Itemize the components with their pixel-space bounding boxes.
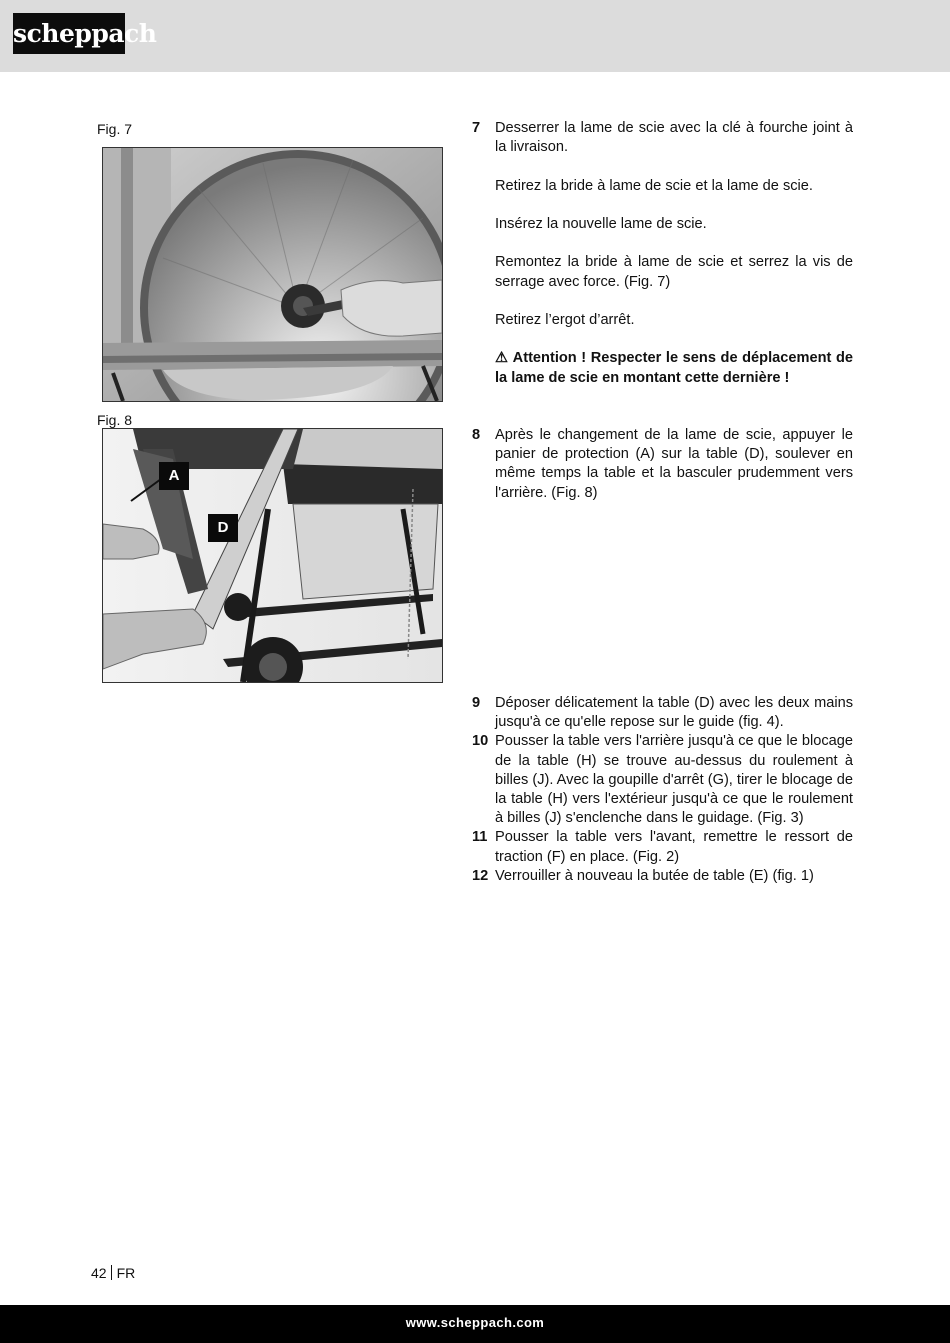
step-12 bbox=[472, 867, 853, 886]
page-number bbox=[91, 1265, 135, 1281]
step-11 bbox=[472, 828, 853, 866]
step-7-paragraph-2: Retirez la bride à lame de scie et la lame de scie. bbox=[495, 177, 813, 194]
step-7-paragraph-5: Retirez l’ergot d’arrêt. bbox=[495, 311, 635, 328]
step-number: 10 bbox=[472, 733, 489, 750]
step-number: 12 bbox=[472, 867, 489, 884]
callout-d: D bbox=[208, 514, 238, 542]
fig8-label: Fig. 8 bbox=[97, 412, 133, 428]
step-7-warning: ⚠ Attention ! Respecter le sens de déplacement de la lame de scie en montant cette dernière ! bbox=[495, 350, 853, 386]
step-8-block bbox=[472, 426, 853, 503]
step-text: Verrouiller à nouveau la butée de table (E) (fig. 1) bbox=[495, 867, 814, 884]
callout-a: A bbox=[159, 462, 189, 490]
step-8 bbox=[472, 426, 853, 503]
step-7-paragraph-3: Insérez la nouvelle lame de scie. bbox=[495, 215, 707, 232]
step-9 bbox=[472, 694, 853, 732]
language-code: FR bbox=[116, 1265, 136, 1281]
step-text: Pousser la table vers l'arrière jusqu'à ce que le blocage de la table (H) se trouve au-dessus du roulement à billes (J). Avec la goupille d'arrêt (G), tirer le blocage de la table (H) vers l'extérieur jusqu'à ce que le roulement à billes (J) s'enclenche dans le guidage. (Fig. 3) bbox=[495, 733, 853, 827]
footer-url[interactable]: www.scheppach.com bbox=[405, 1315, 545, 1330]
header-band bbox=[0, 0, 950, 72]
step-number: 7 bbox=[472, 120, 481, 136]
step-7-block bbox=[472, 119, 853, 388]
page-separator bbox=[111, 1265, 112, 1280]
step-7 bbox=[472, 119, 853, 388]
step-number: 11 bbox=[472, 829, 488, 846]
step-7-paragraph-4: Remontez la bride à lame de scie et serrez la vis de serrage avec force. (Fig. 7) bbox=[495, 254, 853, 290]
fig7-label: Fig. 7 bbox=[97, 121, 133, 137]
step-7-paragraph-1: Desserrer la lame de scie avec la clé à fourche joint à la livraison. bbox=[495, 120, 853, 156]
step-text: Déposer délicatement la table (D) avec les deux mains jusqu'à ce qu'elle repose sur le guide (fig. 4). bbox=[495, 695, 853, 731]
footer-band bbox=[0, 1305, 950, 1343]
step-number: 8 bbox=[472, 427, 481, 443]
fig8-image bbox=[102, 428, 443, 683]
step-10 bbox=[472, 732, 853, 828]
steps-9-12-block bbox=[472, 694, 853, 886]
scheppach-logo: scheppach bbox=[13, 13, 125, 54]
step-number: 9 bbox=[472, 695, 481, 711]
step-text: Pousser la table vers l'avant, remettre le ressort de traction (F) en place. (Fig. 2) bbox=[495, 829, 853, 865]
step-8-paragraph: Après le changement de la lame de scie, appuyer le panier de protection (A) sur la table (D), soulever en même temps la table et la basculer prudemment vers l'arrière. (Fig. 8) bbox=[495, 427, 853, 501]
fig7-image bbox=[102, 147, 443, 402]
page-number-value: 42 bbox=[91, 1265, 107, 1281]
